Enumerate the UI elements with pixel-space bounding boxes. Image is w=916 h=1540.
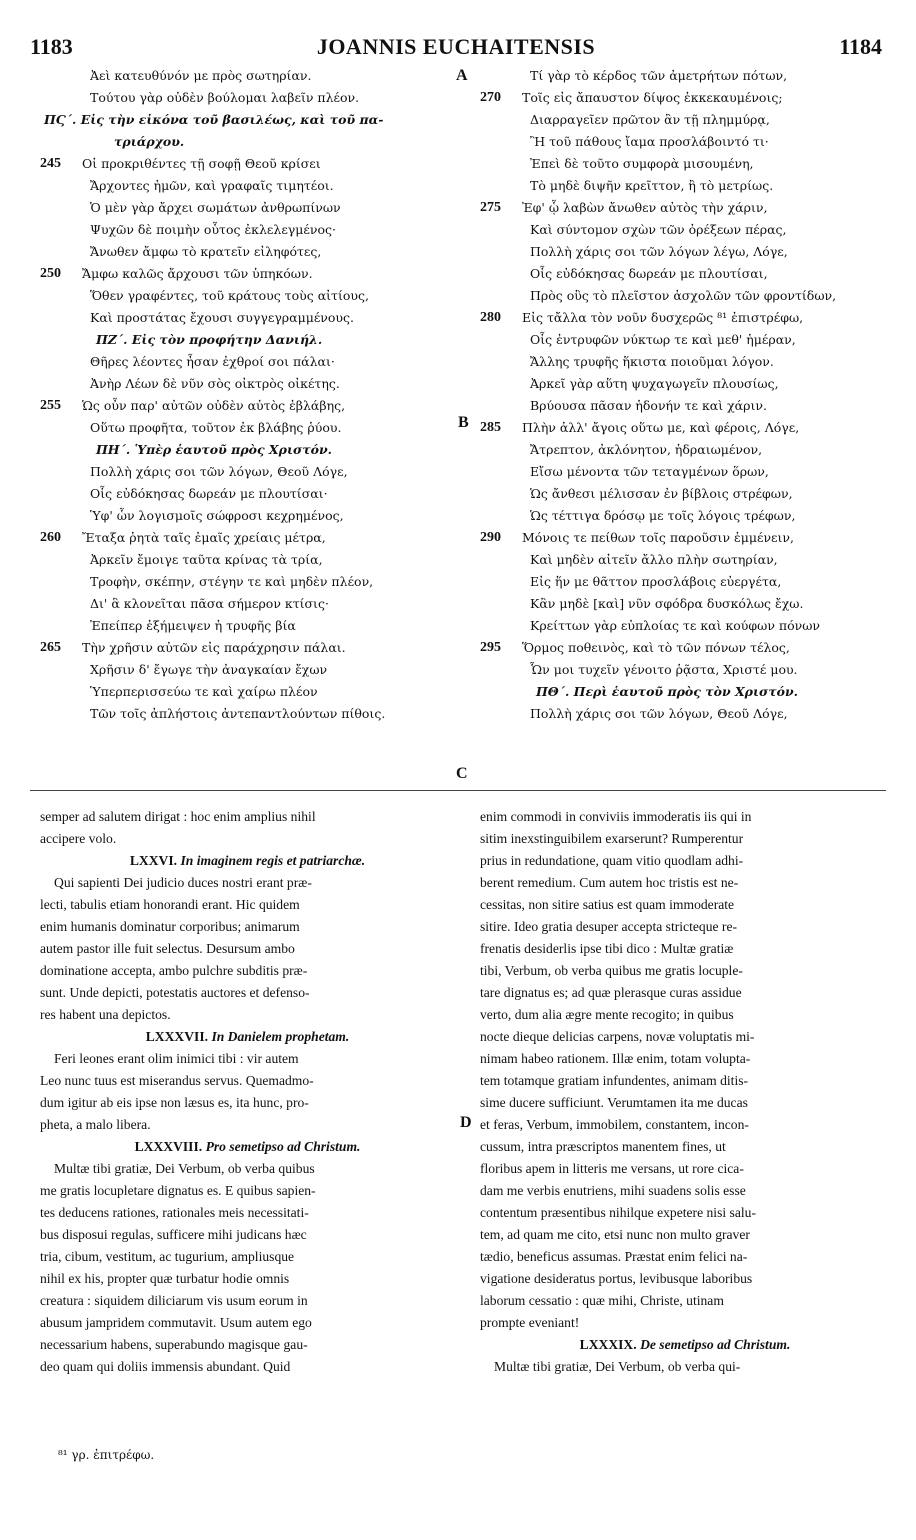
margin-marker-b: B [458,414,469,431]
verse-line [480,439,900,461]
verse-text: Εἴσω μένοντα τῶν τεταγμένων ὅρων, [530,464,769,479]
verse-number: 295 [480,640,501,655]
text-line: pheta, a malo libera. [40,1117,151,1132]
verse-text: Θῆρες λέοντες ἦσαν ἐχθροί σοι πάλαι· [90,354,335,369]
text-line: dum igitur ab eis ipse non læsus es, ita hunc, pro- [40,1095,309,1110]
verse-text: Ὁ μὲν γὰρ ἄρχει σωμάτων ἀνθρωπίνων [90,200,341,215]
verse-number: 290 [480,530,501,545]
verse-line [40,681,460,703]
verse-number: 275 [480,200,501,215]
verse-line [480,461,900,483]
verse-text: Ψυχῶν δὲ ποιμὴν οὗτος ἐκλελεγμένος· [90,222,336,237]
page-header [30,34,882,60]
text-line: dam me verbis enutriens, mihi suadens solis esse [480,1183,746,1198]
text-line: tædio, beneficus assumas. Præstat enim felici na- [480,1249,748,1264]
text-line: enim humanis dominatur corporibus; animarum [40,919,300,934]
section-number: LXXXIX. [579,1337,637,1352]
verse-text: Ἀεὶ κατευθύνόν με πρὸς σωτηρίαν. [90,68,312,83]
verse-line [40,219,460,241]
verse-line [480,637,900,659]
verse-text: Τούτου γὰρ οὐδὲν βούλομαι λαβεῖν πλέον. [90,90,360,105]
verse-line [40,637,460,659]
verse-text: Μόνοις τε πείθων τοῖς παροῦσιν ἐμμένειν, [522,530,795,545]
verse-text: Πλὴν ἀλλ' ἄγοις οὕτω με, καὶ φέροις, Λόγε, [522,420,800,435]
verse-text: Τὴν χρῆσιν αὐτῶν εἰς παράχρησιν πάλαι. [82,640,346,655]
verse-text: Τροφὴν, σκέπην, στέγην τε καὶ μηδὲν πλέον, [90,574,374,589]
text-line: abusum jampridem commutavit. Usum autem ego [40,1315,312,1330]
text-line: tem totamque gratiam infundentes, animam ditis- [480,1073,749,1088]
verse-line [40,307,460,329]
text-line: enim commodi in conviviis immoderatis iis qui in [480,809,752,824]
verse-text: Ἄλλης τρυφῆς ἥκιστα ποιοῦμαι λόγον. [530,354,774,369]
verse-text: τριάρχου. [114,134,185,149]
verse-number: 280 [480,310,501,325]
footnote: ⁸¹ γρ. ἐπιτρέφω. [58,1448,155,1462]
text-line: tem, ad quam me cito, etsi nunc non multo graver [480,1227,750,1242]
verse-line [40,87,460,109]
verse-text: Ὅρμος ποθεινὸς, καὶ τὸ τῶν πόνων τέλος, [522,640,790,655]
verse-line [480,263,900,285]
text-line: laborum cessatio : quæ mihi, Christe, utinam [480,1293,724,1308]
latin-column-right [480,806,890,1378]
section-number: LXXXVII. [145,1029,209,1044]
text-line: sitire. Ideo gratia desuper accepta stricteque re- [480,919,738,934]
verse-text: Ὅθεν γραφέντες, τοῦ κράτους τοὺς αἰτίους, [90,288,369,303]
verse-number: 260 [40,530,61,545]
verse-line [480,65,900,87]
text-line: res habent una depictos. [40,1007,171,1022]
verse-text: Καὶ προστάτας ἔχουσι συγγεγραμμένους. [90,310,355,325]
verse-number: 250 [40,266,61,281]
verse-line [480,307,900,329]
verse-text: Τί γὰρ τὸ κέρδος τῶν ἀμετρήτων πότων, [530,68,788,83]
verse-line [480,329,900,351]
verse-text: Ἀνὴρ Λέων δὲ νῦν σὸς οἰκτρὸς οἰκέτης. [90,376,340,391]
section-title: De semetipso ad Christum. [640,1337,791,1352]
text-line: tibi, Verbum, ob verba quibus me gratis locuple- [480,963,743,978]
verse-line [40,197,460,219]
verse-text: Ἄτρεπτον, ἀκλόνητον, ἡδραιωμένον, [530,442,763,457]
verse-text: Ἔταξα ῥητὰ ταῖς ἐμαῖς χρείαις μέτρα, [82,530,326,545]
verse-text: Ἄρχοντες ἡμῶν, καὶ γραφαῖς τιμητέοι. [90,178,334,193]
verse-number: 265 [40,640,61,655]
verse-line [40,703,460,725]
verse-line [40,659,460,681]
verse-text: ΠΗ΄. Ὑπὲρ ἑαυτοῦ πρὸς Χριστόν. [96,442,332,457]
verse-line [480,571,900,593]
text-line: et feras, Verbum, immobilem, constantem, incon- [480,1117,749,1132]
text-line: prompte eveniant! [480,1315,580,1330]
verse-text: Τὸ μηδὲ διψῆν κρεῖττον, ἢ τὸ μετρίως. [530,178,774,193]
verse-text: Εἰς ἥν με θᾶττον προσλάβοις εὐεργέτα, [530,574,782,589]
verse-line [480,197,900,219]
text-line: sitim inexstinguibilem exarserunt? Rumperentur [480,831,744,846]
verse-line [480,131,900,153]
verse-line [40,373,460,395]
text-line: tare dignatus es; ad quæ plerasque curas assidue [480,985,742,1000]
verse-number: 285 [480,420,501,435]
verse-text: Ὑπερπερισσεύω τε καὶ χαίρω πλέον [90,684,318,699]
text-line: creatura : siquidem diliciarum vis usum eorum in [40,1293,308,1308]
verse-line [480,87,900,109]
section-heading [40,1136,455,1158]
verse-text: Ἐφ' ᾧ λαβὼν ἄνωθεν αὐτὸς τὴν χάριν, [522,200,768,215]
text-line: nihil ex his, propter quæ turbatur hodie omnis [40,1271,290,1286]
verse-text: Οὕτω προφῆτα, τοῦτον ἐκ βλάβης ῥύου. [90,420,342,435]
verse-text: Ἐπείπερ ἐξήμειψεν ἡ τρυφῆς βία [90,618,296,633]
verse-text: Οἷς εὐδόκησας δωρεάν με πλουτίσαι· [90,486,328,501]
text-line: me gratis locupletare dignatus es. E quibus sapien- [40,1183,316,1198]
verse-text: Πολλὴ χάρις σοι τῶν λόγων, Θεοῦ Λόγε, [90,464,348,479]
text-line: necessarium habens, superabundo magisque gau- [40,1337,308,1352]
verse-line [480,703,900,725]
verse-text: Πολλὴ χάρις σοι τῶν λόγων, Θεοῦ Λόγε, [530,706,788,721]
text-line: Multæ tibi gratiæ, Dei Verbum, ob verba qui- [494,1359,741,1374]
text-line: autem pastor ille fuit selectus. Desursum ambo [40,941,295,956]
verse-line [40,461,460,483]
verse-line [480,527,900,549]
section-heading [40,1026,455,1048]
verse-text: Χρῆσιν δ' ἔγωγε τὴν ἀναγκαίαν ἔχων [90,662,328,677]
text-line: Feri leones erant olim inimici tibi : vir autem [54,1051,299,1066]
running-title: JOANNIS EUCHAITENSIS [316,34,596,59]
poem-heading [40,109,460,131]
verse-text: Τῶν τοῖς ἀπλήστοις ἀντεπαντλούντων πίθοις. [90,706,386,721]
text-line: nimam habeo rationem. Illæ enim, totam volupta- [480,1051,751,1066]
verse-text: Οἷς ἐντρυφῶν νύκτωρ τε καὶ μεθ' ἡμέραν, [530,332,796,347]
greek-column-right [480,65,900,725]
column-divider-rule [30,790,886,791]
section-title: In Danielem prophetam. [211,1029,350,1044]
text-line: lecti, tabulis etiam honorandi erant. Hic quidem [40,897,300,912]
verse-line [480,219,900,241]
section-number: LXXXVIII. [134,1139,203,1154]
verse-line [40,505,460,527]
verse-line [40,593,460,615]
verse-text: Οἱ προκριθέντες τῇ σοφῇ Θεοῦ κρίσει [82,156,321,171]
verse-line [40,263,460,285]
verse-text: Πρὸς οὓς τὸ πλεῖστον ἀσχολῶν τῶν φροντίδων, [530,288,837,303]
verse-line [480,351,900,373]
text-line: frenatis desiderlis ipse tibi dico : Multæ gratiæ [480,941,734,956]
verse-line [480,659,900,681]
verse-line [40,153,460,175]
verse-text: Ἢ τοῦ πάθους ἴαμα προσλάβοιντό τι· [530,134,769,149]
verse-text: Ἄνωθεν ἄμφω τὸ κρατεῖν εἰληφότες, [90,244,322,259]
margin-marker-d: D [460,1114,472,1131]
verse-line [40,571,460,593]
verse-line [40,285,460,307]
verse-text: Κἂν μηδὲ [καὶ] νῦν σφόδρα δυσκόλως ἔχω. [530,596,804,611]
verse-text: ΠΖ΄. Εἰς τὸν προφήτην Δανιήλ. [96,332,323,347]
verse-line [40,483,460,505]
text-line: semper ad salutem dirigat : hoc enim amplius nihil [40,809,316,824]
verse-text: Βρύουσα πᾶσαν ἡδονήν τε καὶ χάριν. [530,398,767,413]
text-line: Leo nunc tuus est miserandus servus. Quemadmo- [40,1073,314,1088]
text-line: accipere volo. [40,831,117,846]
text-line: vigatione desideratus portus, levibusque laboribus [480,1271,753,1286]
verse-line [40,527,460,549]
section-heading [40,850,455,872]
verse-number: 245 [40,156,61,171]
verse-text: Κρείττων γὰρ εὐπλοίας τε καὶ κούφων πόνων [530,618,821,633]
verse-text: Ὧν μοι τυχεῖν γένοιτο ῥᾷστα, Χριστέ μου. [530,662,798,677]
verse-line [40,241,460,263]
text-line: prius in redundatione, quam vitio quodlam adhi- [480,853,744,868]
verse-text: Τοῖς εἰς ἄπαυστον δίψος ἐκκεκαυμένοις; [522,90,783,105]
verse-line [480,417,900,439]
verse-line [480,153,900,175]
verse-line [40,175,460,197]
verse-line [480,373,900,395]
verse-text: Ἀρκεῖν ἔμοιγε ταῦτα κρίνας τὰ τρία, [90,552,323,567]
verse-text: Πολλὴ χάρις σοι τῶν λόγων λέγω, Λόγε, [530,244,788,259]
page-number-right: 1184 [839,34,882,59]
verse-text: Ὡς οὖν παρ' αὐτῶν οὐδὲν αὐτὸς ἐβλάβης, [82,398,346,413]
verse-line [40,549,460,571]
section-title: In imaginem regis et patriarchæ. [180,853,366,868]
verse-line [480,483,900,505]
text-line: Qui sapienti Dei judicio duces nostri erant præ- [54,875,312,890]
verse-text: Ἀρκεῖ γὰρ αὕτη ψυχαγωγεῖν πλουσίως, [530,376,779,391]
verse-line [480,615,900,637]
verse-text: Ὑφ' ὧν λογισμοῖς σώφροσι κεχρημένος, [90,508,344,523]
page-number-left: 1183 [30,34,73,59]
verse-line [480,549,900,571]
poem-heading [40,329,460,351]
verse-text: ΠΘ΄. Περὶ ἑαυτοῦ πρὸς τὸν Χριστόν. [536,684,799,699]
poem-heading [40,131,460,153]
text-line: deo quam qui doliis immensis abundant. Quid [40,1359,291,1374]
verse-text: Ὡς τέττιγα δρόσῳ με τοῖς λόγοις τρέφων, [530,508,796,523]
verse-line [40,615,460,637]
verse-line [480,175,900,197]
verse-line [480,593,900,615]
verse-line [40,351,460,373]
latin-column-left [40,806,455,1378]
verse-line [40,395,460,417]
text-line: berent remedium. Cum autem hoc tristis est ne- [480,875,739,890]
verse-line [480,109,900,131]
verse-text: Καὶ σύντομον σχὼν τῶν ὀρέξεων πέρας, [530,222,787,237]
verse-text: Ἄμφω καλῶς ἄρχουσι τῶν ὑπηκόων. [82,266,313,281]
text-line: verto, dum alia ægre mente recogito; in quibus [480,1007,734,1022]
verse-line [480,241,900,263]
text-line: contentum præsentibus nihilque expetere nisi salu- [480,1205,756,1220]
margin-marker-a: A [456,67,468,84]
text-line: nocte dieque delicias carpens, novæ voluptatis mi- [480,1029,755,1044]
poem-heading [480,681,900,703]
verse-line [40,65,460,87]
text-line: tria, cibum, vestitum, ac tugurium, ampliusque [40,1249,295,1264]
text-line: bus disposui regulas, sufficere mihi judicans hæc [40,1227,307,1242]
verse-text: Ἐπεὶ δὲ τοῦτο συμφορὰ μισουμένη, [530,156,754,171]
verse-text: Ὡς ἄνθεσι μέλισσαν ἐν βίβλοις στρέφων, [530,486,793,501]
verse-text: Οἷς εὐδόκησας δωρεάν με πλουτίσαι, [530,266,768,281]
verse-number: 270 [480,90,501,105]
section-number: LXXVI. [129,853,178,868]
verse-text: Καὶ μηδὲν αἰτεῖν ἄλλο πλὴν σωτηρίαν, [530,552,778,567]
text-line: dominatione accepta, ambo pulchre subditis præ- [40,963,308,978]
verse-line [480,285,900,307]
text-line: cussum, intra præscriptos manentem fines, ut [480,1139,726,1154]
verse-text: Δι' ἃ κλονεῖται πᾶσα σήμερον κτίσις· [90,596,329,611]
verse-text: Διαρραγεῖεν πρῶτον ἂν τῇ πλημμύρᾳ, [530,112,770,127]
text-line: cessitas, non sitire satius est quam immoderate [480,897,735,912]
text-line: Multæ tibi gratiæ, Dei Verbum, ob verba quibus [54,1161,315,1176]
verse-line [40,417,460,439]
verse-number: 255 [40,398,61,413]
verse-text: Εἰς τἄλλα τὸν νοῦν δυσχερῶς ⁸¹ ἐπιστρέφω, [522,310,804,325]
greek-column-left [40,65,460,725]
text-line: sime ducere sufficiunt. Verumtamen ita me ducas [480,1095,748,1110]
margin-marker-c: C [456,765,468,782]
text-line: floribus apem in litteris me versans, ut rore cica- [480,1161,744,1176]
text-line: sunt. Unde depicti, potestatis auctores et defenso- [40,985,310,1000]
verse-text: ΠϚ΄. Εἰς τὴν εἰκόνα τοῦ βασιλέως, καὶ τοῦ πα- [44,112,384,127]
verse-line [480,395,900,417]
section-title: Pro semetipso ad Christum. [205,1139,361,1154]
text-line: tes deducens rationes, rationales meis necessitati- [40,1205,309,1220]
section-heading [480,1334,890,1356]
poem-heading [40,439,460,461]
verse-line [480,505,900,527]
